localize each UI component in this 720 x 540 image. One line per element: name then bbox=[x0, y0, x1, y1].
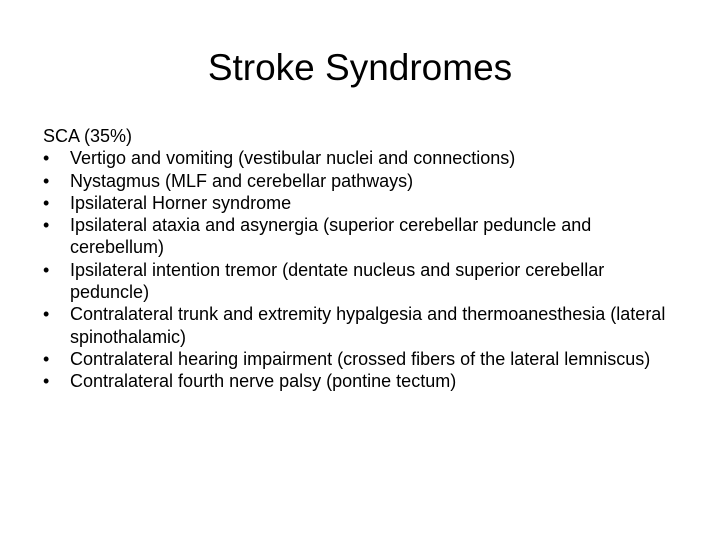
bullet-item-fourth-nerve bbox=[43, 370, 683, 392]
bullet-item-horner bbox=[43, 192, 683, 214]
bullet-text: Ipsilateral Horner syndrome bbox=[70, 192, 292, 213]
bullet-item-ataxia bbox=[43, 214, 683, 259]
bullet-dot-icon: • bbox=[43, 148, 50, 169]
bullet-dot-icon: • bbox=[43, 259, 50, 280]
bullet-dot-icon: • bbox=[43, 304, 50, 325]
bullet-item-nystagmus bbox=[43, 170, 683, 192]
bullet-text: Nystagmus (MLF and cerebellar pathways) bbox=[70, 170, 414, 191]
bullet-list bbox=[43, 147, 683, 392]
bullet-dot-icon: • bbox=[43, 192, 50, 213]
bullet-text: Ipsilateral ataxia and asynergia (superior cerebellar peduncle and cerebellum) bbox=[70, 215, 592, 258]
bullet-text: Contralateral hearing impairment (crossed fibers of the lateral lemniscus) bbox=[70, 348, 651, 369]
slide-body bbox=[43, 125, 683, 393]
bullet-text: Ipsilateral intention tremor (dentate nucleus and superior cerebellar peduncle) bbox=[70, 259, 605, 303]
bullet-item-hearing bbox=[43, 348, 683, 370]
bullet-item-hypalgesia bbox=[43, 303, 683, 348]
bullet-item-vertigo bbox=[43, 147, 683, 169]
slide-title: Stroke Syndromes bbox=[207, 47, 513, 88]
bullet-dot-icon: • bbox=[43, 348, 50, 369]
section-heading: SCA (35%) bbox=[43, 126, 133, 146]
bullet-dot-icon: • bbox=[43, 371, 50, 392]
bullet-text: Contralateral fourth nerve palsy (pontine tectum) bbox=[70, 371, 457, 392]
bullet-text: Contralateral trunk and extremity hypalgesia and thermoanesthesia (lateral spinothalamic) bbox=[70, 304, 666, 347]
bullet-text: Vertigo and vomiting (vestibular nuclei and connections) bbox=[70, 148, 516, 169]
bullet-dot-icon: • bbox=[43, 170, 50, 191]
bullet-item-tremor bbox=[43, 259, 683, 304]
bullet-dot-icon: • bbox=[43, 215, 50, 236]
